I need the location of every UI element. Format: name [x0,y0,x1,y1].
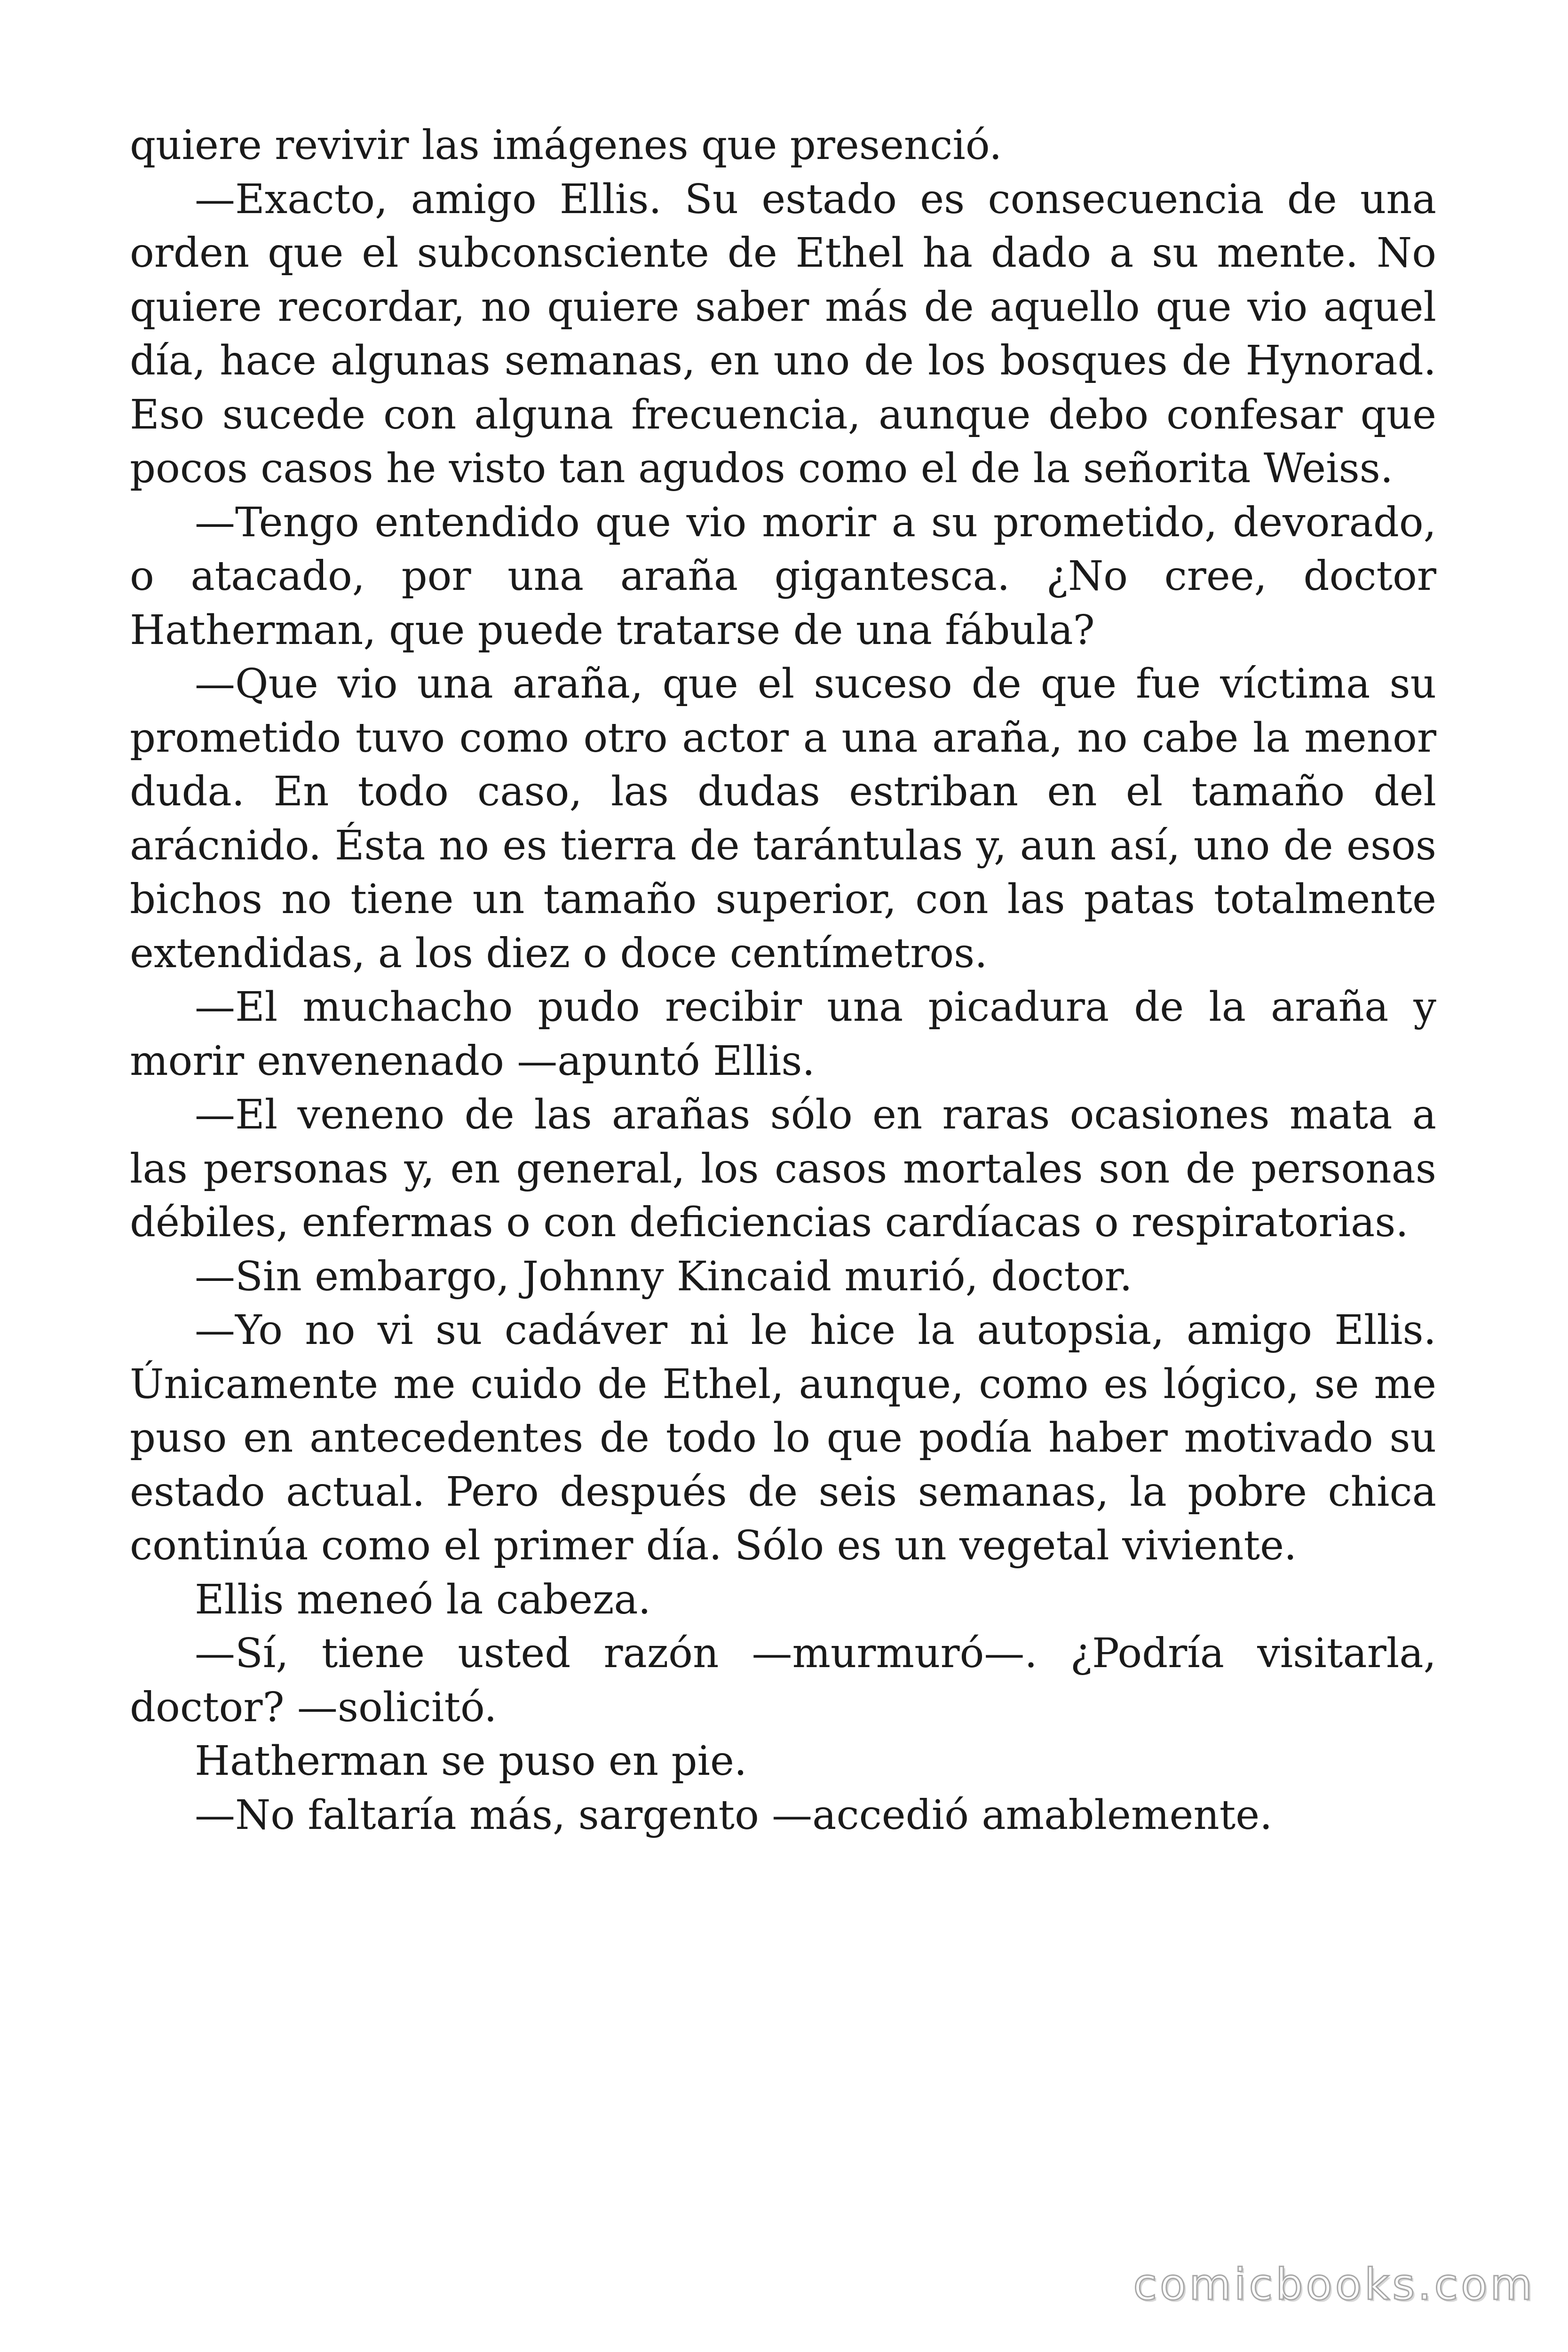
body-text [130,119,1436,1842]
paragraph: —El veneno de las arañas sólo en raras ocasiones mata a las personas y, en general, los casos mortales son de personas débiles, enfermas o con deficiencias cardíacas o respiratorias. [130,1091,1436,1246]
paragraph: —Sí, tiene usted razón —murmuró—. ¿Podría visitarla, doctor? —solicitó. [130,1630,1436,1731]
paragraph: —Sin embargo, Johnny Kincaid murió, doctor. [195,1253,1132,1300]
paragraph: —Que vio una araña, que el suceso de que fue víctima su prometido tuvo como otro actor a una araña, no cabe la menor duda. En todo caso, las dudas estriban en el tamaño del arácnido. Ésta no es tierra de tarántulas y, aun así, uno de esos bichos no tiene un tamaño superior, con las patas totalmente extendidas, a los diez o doce centímetros. [130,660,1436,977]
paragraph: —No faltaría más, sargento —accedió amablemente. [195,1791,1273,1839]
paragraph: —Tengo entendido que vio morir a su prometido, devorado, o atacado, por una araña gigantesca. ¿No cree, doctor Hatherman, que puede tratarse de una fábula? [130,499,1436,654]
paragraph: quiere revivir las imágenes que presenció. [130,122,1002,169]
paragraph: —Exacto, amigo Ellis. Su estado es consecuencia de una orden que el subconsciente de Ethel ha dado a su mente. No quiere recordar, no quiere saber más de aquello que vio aquel día, hace algunas semanas, en uno de los bosques de Hynorad. Eso sucede con alguna frecuencia, aunque debo confesar que pocos casos he visto tan agudos como el de la señorita Weiss. [130,175,1436,492]
paragraph: —El muchacho pudo recibir una picadura de la araña y morir envenenado —apuntó Ellis. [130,984,1436,1085]
site-watermark: comicbooks.com [1133,2259,1535,2310]
paragraph: Ellis meneó la cabeza. [195,1576,651,1623]
paragraph: —Yo no vi su cadáver ni le hice la autopsia, amigo Ellis. Únicamente me cuido de Ethel, aunque, como es lógico, se me puso en antecedentes de todo lo que podía haber motivado su estado actual. Pero después de seis semanas, la pobre chica continúa como el primer día. Sólo es un vegetal viviente. [130,1307,1436,1569]
paragraph: Hatherman se puso en pie. [195,1738,747,1785]
